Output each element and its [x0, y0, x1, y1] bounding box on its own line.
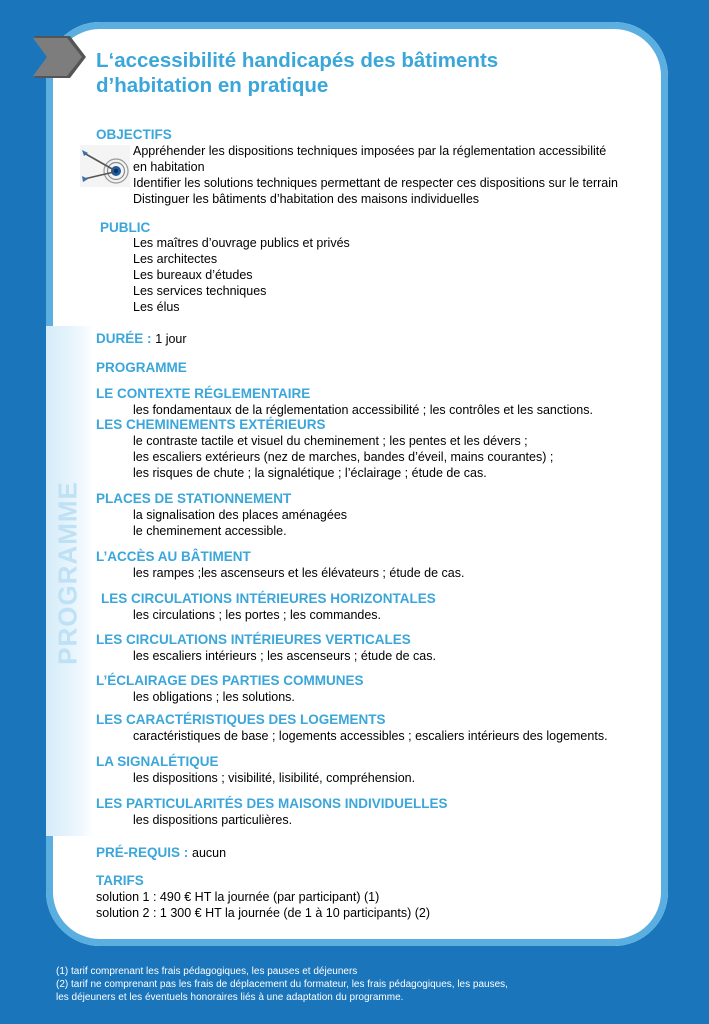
- duree-row: [96, 331, 187, 346]
- footnote: (1) tarif comprenant les frais pédagogiques, les pauses et déjeuners: [56, 966, 358, 977]
- page-title-line-2: d’habitation en pratique: [96, 74, 329, 97]
- public-item: Les services techniques: [133, 284, 267, 298]
- section-title: LES CARACTÉRISTIQUES DES LOGEMENTS: [96, 712, 386, 727]
- section-title: LE CONTEXTE RÉGLEMENTAIRE: [96, 386, 311, 401]
- section-line: les dispositions ; visibilité, lisibilité, compréhension.: [133, 771, 416, 785]
- section-title: PLACES DE STATIONNEMENT: [96, 491, 292, 506]
- page-title-line-1: L‘accessibilité handicapés des bâtiments: [96, 49, 499, 72]
- section-line: les circulations ; les portes ; les commandes.: [133, 608, 382, 622]
- duree-label: DURÉE :: [96, 331, 152, 346]
- prerequis-value: aucun: [192, 846, 227, 860]
- objectif-line: Identifier les solutions techniques permettant de respecter ces dispositions sur le terrain: [133, 176, 618, 190]
- section-title: LES CIRCULATIONS INTÉRIEURES HORIZONTALES: [101, 591, 436, 606]
- page-title: [96, 48, 656, 98]
- section-title: LA SIGNALÉTIQUE: [96, 754, 219, 769]
- programme-vertical-label: PROGRAMME: [52, 481, 83, 665]
- section-line: le cheminement accessible.: [133, 524, 287, 538]
- public-item: Les architectes: [133, 252, 218, 266]
- public-heading: PUBLIC: [100, 220, 151, 235]
- section-line: les obligations ; les solutions.: [133, 690, 295, 704]
- section-line: les risques de chute ; la signalétique ; l’éclairage ; étude de cas.: [133, 466, 487, 480]
- footnote: (2) tarif ne comprenant pas les frais de déplacement du formateur, les frais pédagogiques, les pauses,: [56, 979, 508, 990]
- objectifs-heading: OBJECTIFS: [96, 127, 172, 142]
- programme-heading: PROGRAMME: [96, 360, 187, 375]
- section-line: les fondamentaux de la réglementation accessibilité ; les contrôles et les sanctions.: [133, 403, 593, 417]
- public-item: Les bureaux d’études: [133, 268, 253, 282]
- objectif-line: en habitation: [133, 160, 205, 174]
- section-title: LES CHEMINEMENTS EXTÉRIEURS: [96, 417, 326, 432]
- section-line: le contraste tactile et visuel du cheminement ; les pentes et les dévers ;: [133, 434, 528, 448]
- section-line: les escaliers extérieurs (nez de marches, bandes d’éveil, mains courantes) ;: [133, 450, 554, 464]
- tarif-line: solution 2 : 1 300 € HT la journée (de 1 à 10 participants) (2): [96, 906, 430, 920]
- chevron-arrow-icon: [32, 34, 88, 80]
- prerequis-label: PRÉ-REQUIS :: [96, 845, 189, 860]
- section-line: les escaliers intérieurs ; les ascenseurs ; étude de cas.: [133, 649, 436, 663]
- public-item: Les maîtres d’ouvrage publics et privés: [133, 236, 350, 250]
- section-title: L’ACCÈS AU BÂTIMENT: [96, 549, 251, 564]
- section-line: caractéristiques de base ; logements accessibles ; escaliers intérieurs des logements.: [133, 729, 608, 743]
- section-line: les dispositions particulières.: [133, 813, 293, 827]
- tarif-line: solution 1 : 490 € HT la journée (par participant) (1): [96, 890, 380, 904]
- section-title: LES CIRCULATIONS INTÉRIEURES VERTICALES: [96, 632, 411, 647]
- prerequis-row: [96, 845, 226, 860]
- tarifs-heading: TARIFS: [96, 873, 144, 888]
- section-title: L’ÉCLAIRAGE DES PARTIES COMMUNES: [96, 673, 364, 688]
- objectif-line: Appréhender les dispositions techniques imposées par la réglementation accessibilité: [133, 144, 607, 158]
- section-line: la signalisation des places aménagées: [133, 508, 348, 522]
- section-title: LES PARTICULARITÉS DES MAISONS INDIVIDUELLES: [96, 796, 448, 811]
- section-line: les rampes ;les ascenseurs et les élévateurs ; étude de cas.: [133, 566, 465, 580]
- footnote: les déjeuners et les éventuels honoraires liés à une adaptation du programme.: [56, 992, 404, 1003]
- public-item: Les élus: [133, 300, 180, 314]
- duree-value: 1 jour: [155, 332, 187, 346]
- target-icon: [80, 145, 130, 187]
- objectif-line: Distinguer les bâtiments d’habitation des maisons individuelles: [133, 192, 480, 206]
